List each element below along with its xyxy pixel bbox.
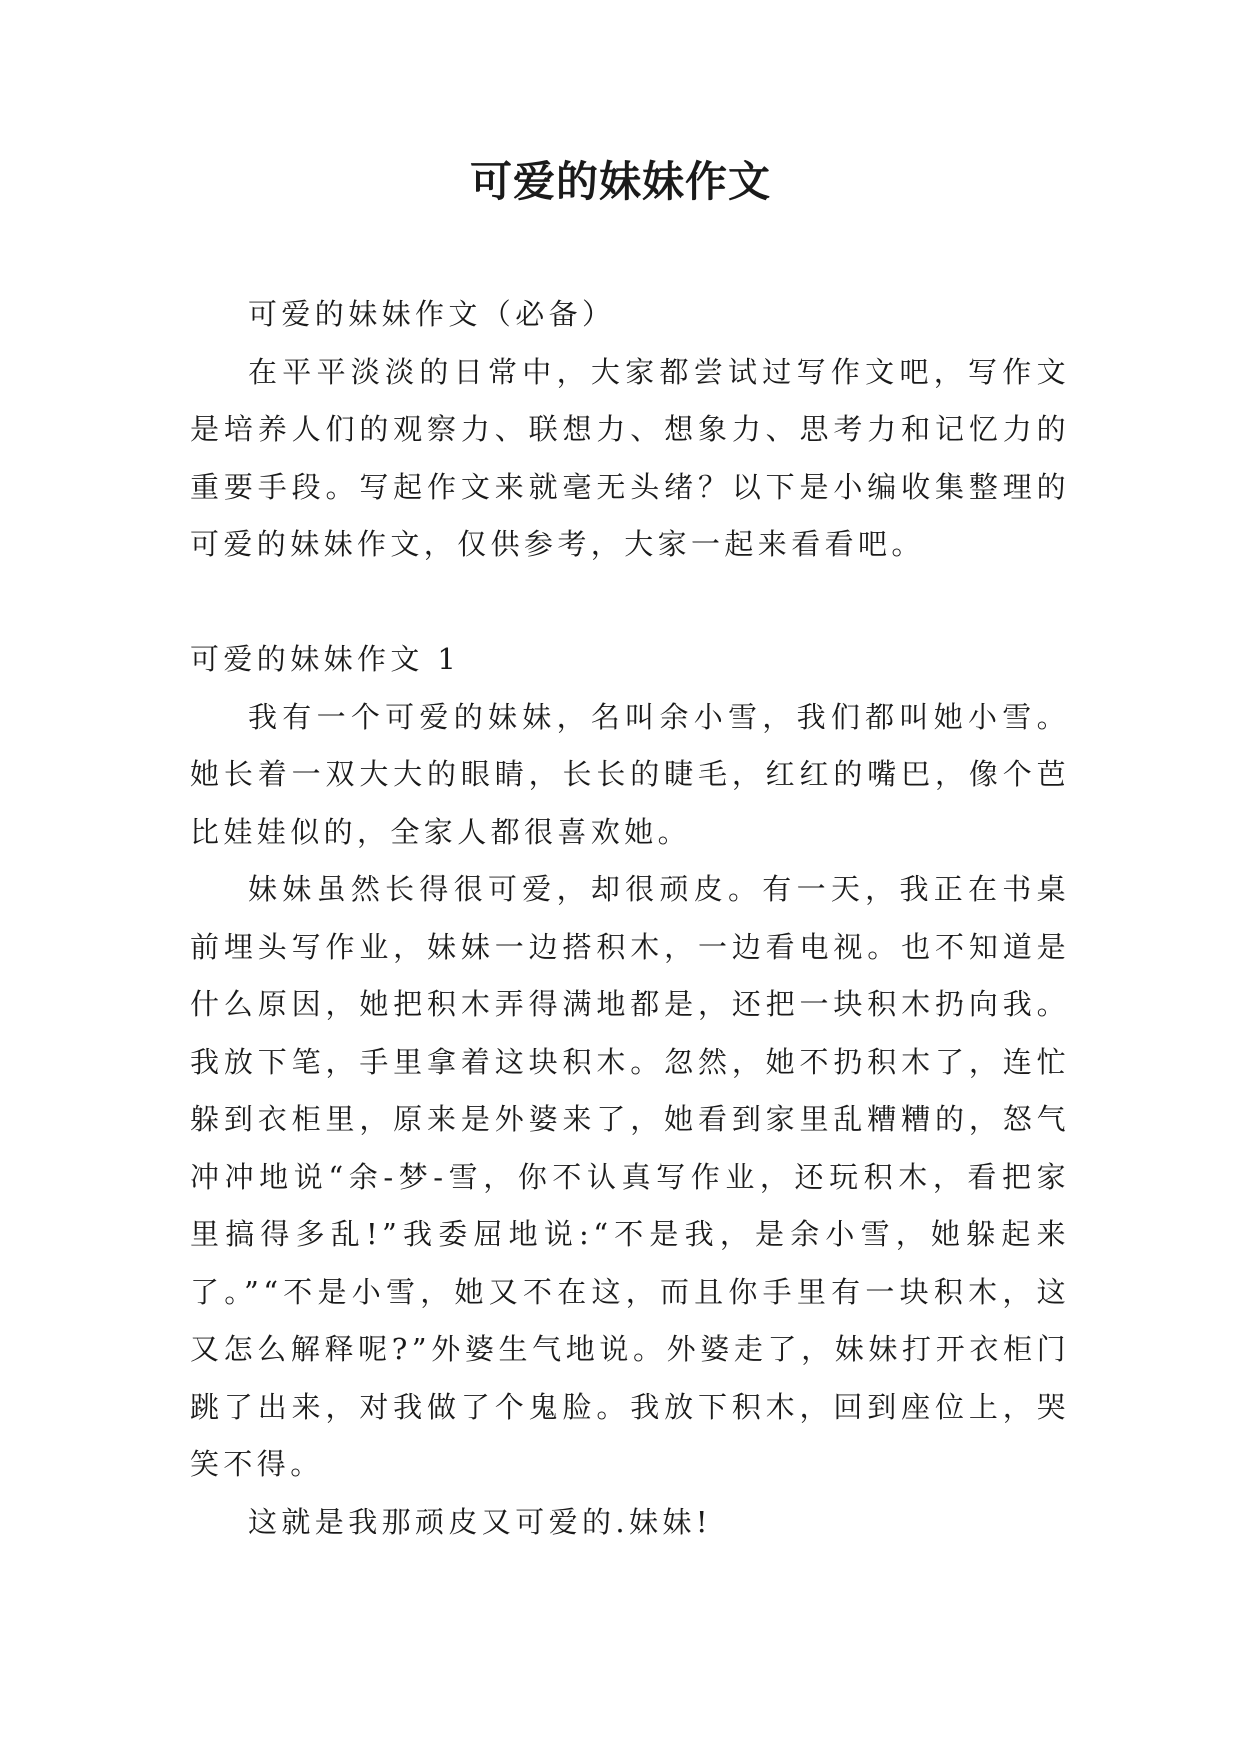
section-spacer — [190, 574, 1070, 632]
body-paragraph: 我有一个可爱的妹妹，名叫余小雪，我们都叫她小雪。她长着一双大大的眼睛，长长的睫毛，红红的嘴巴，像个芭比娃娃似的，全家人都很喜欢她。 — [190, 699, 1070, 849]
closing-paragraph: 这就是我那顽皮又可爱的.妹妹! — [248, 1504, 712, 1539]
intro-paragraph: 在平平淡淡的日常中，大家都尝试过写作文吧，写作文是培养人们的观察力、联想力、想象力、思考力和记忆力的重要手段。写起作文来就毫无头绪？以下是小编收集整理的可爱的妹妹作文，仅供参考，大家一起来看看吧。 — [190, 354, 1070, 561]
document-body — [190, 286, 1070, 1551]
document-title: 可爱的妹妹作文 — [469, 157, 771, 206]
section-heading: 可爱的妹妹作文 1 — [190, 642, 461, 676]
body-paragraph: 妹妹虽然长得很可爱，却很顽皮。有一天，我正在书桌前埋头写作业，妹妹一边搭积木，一边看电视。也不知道是什么原因，她把积木弄得满地都是，还把一块积木扔向我。我放下笔，手里拿着这块积木。忽然，她不扔积木了，连忙躲到衣柜里，原来是外婆来了，她看到家里乱糟糟的，怒气冲冲地说“余-梦-雪，你不认真写作业，还玩积木，看把家里搞得多乱!”我委屈地说:“不是我，是余小雪，她躲起来了。”“不是小雪，她又不在这，而且你手里有一块积木，这又怎么解释呢?”外婆生气地说。外婆走了，妹妹打开衣柜门跳了出来，对我做了个鬼脸。我放下积木，回到座位上，哭笑不得。 — [190, 872, 1070, 1481]
subtitle-line: 可爱的妹妹作文（必备） — [248, 297, 616, 331]
